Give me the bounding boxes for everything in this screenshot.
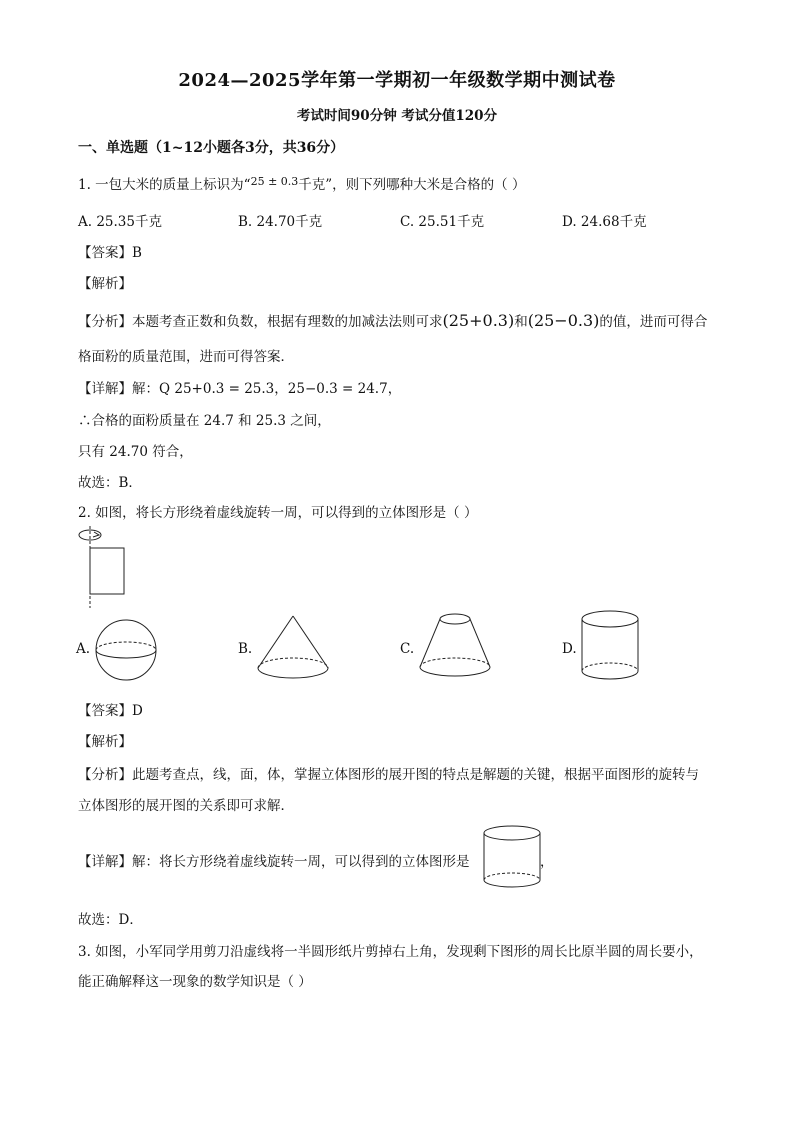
q1-option-d: D. 24.68千克 [562, 214, 647, 230]
q1-fenxi-pre: 本题考查正数和负数，根据有理数的加减法法则可求 [132, 314, 443, 330]
q3-stem-line1: 3. 如图，小军同学用剪刀沿虚线将一半圆形纸片剪掉右上角，发现剩下图形的周长比原半圆的周长要小， [78, 944, 703, 960]
q2-option-a: A. [76, 641, 91, 657]
q1-stem [78, 173, 525, 193]
q1-fenxi-math1: (25+0.3) [442, 311, 515, 330]
q2-answer-tag: 【答案】 [78, 703, 132, 719]
q1-answer-value: B [132, 245, 142, 261]
q1-detail-line2: ∴合格的面粉质量在 24.7 和 25.3 之间， [78, 413, 331, 429]
q1-fenxi-mid: 和 [514, 314, 528, 330]
q2-option-c: C. [400, 641, 415, 657]
q1-detail-pre: 解： [132, 381, 159, 397]
q2-analysis-tag: 【解析】 [78, 734, 132, 750]
q1-option-c: C. 25.51千克 [400, 214, 485, 230]
q1-analysis-tag: 【解析】 [78, 276, 132, 292]
exam-title: 2024—2025学年第一学期初一年级数学期中测试卷 [178, 70, 616, 91]
q1-option-b: B. 24.70千克 [238, 214, 323, 230]
q2-fenxi-line1 [78, 763, 699, 783]
q1-fenxi-math2: (25−0.3) [527, 311, 600, 330]
q1-fenxi-line2: 格面粉的质量范围，进而可得答案． [78, 349, 294, 365]
q1-fenxi-line1 [78, 310, 707, 330]
q1-fenxi-post: 的值，进而可得合 [599, 314, 708, 330]
q2-option-d: D. [562, 641, 577, 657]
q2-fenxi-tag: 【分析】 [78, 767, 132, 783]
q1-detail-line1 [78, 377, 401, 397]
q1-detail-math: Q 25+0.3 = 25.3，25−0.3 = 24.7 [159, 381, 388, 397]
q2-detail-after: ， [540, 854, 554, 870]
cylinder-icon [580, 609, 644, 687]
rectangle-shape [90, 548, 124, 594]
q2-detail-line [78, 850, 470, 870]
q2-detail-tag: 【详解】 [78, 854, 132, 870]
sphere-icon [94, 618, 164, 682]
exam-subtitle: 考试时间90分钟 考试分值120分 [296, 108, 498, 124]
cone-icon [255, 614, 335, 684]
q3-stem-line2: 能正确解释这一现象的数学知识是（ ） [78, 974, 312, 990]
q1-choose: 故选：B． [78, 475, 142, 491]
answer-cylinder-icon [482, 824, 546, 894]
q1-option-a: A. 25.35千克 [78, 214, 162, 230]
q2-detail-text: 解：将长方形绕着虚线旋转一周，可以得到的立体图形是 [132, 854, 470, 870]
q2-stem: 2. 如图，将长方形绕着虚线旋转一周，可以得到的立体图形是（ ） [78, 505, 478, 521]
q1-stem-post: 千克”，则下列哪种大米是合格的（ ） [298, 177, 526, 193]
q2-answer [78, 699, 143, 719]
q1-detail-line3: 只有 24.70 符合， [78, 444, 193, 460]
rotation-rectangle-figure [74, 524, 134, 612]
q1-fenxi-tag: 【分析】 [78, 314, 132, 330]
q1-stem-pre: 1. 一包大米的质量上标识为“ [78, 177, 251, 193]
q1-answer [78, 241, 142, 261]
section-heading: 一、单选题（1~12小题各3分，共36分） [78, 140, 345, 156]
q2-fenxi-text1: 此题考查点，线，面，体，掌握立体图形的展开图的特点是解题的关键，根据平面图形的旋转与 [132, 767, 699, 783]
q2-choose: 故选：D． [78, 912, 143, 928]
q1-detail-post: ， [387, 381, 402, 397]
rotation-arrowhead [93, 532, 99, 537]
q1-detail-tag: 【详解】 [78, 381, 132, 397]
q2-option-b: B. [238, 641, 253, 657]
q2-answer-value: D [132, 703, 143, 719]
q1-answer-tag: 【答案】 [78, 245, 132, 261]
frustum-icon [417, 609, 497, 685]
q1-stem-math: 25 ± 0.3 [250, 175, 299, 188]
q2-fenxi-line2: 立体图形的展开图的关系即可求解． [78, 798, 294, 814]
